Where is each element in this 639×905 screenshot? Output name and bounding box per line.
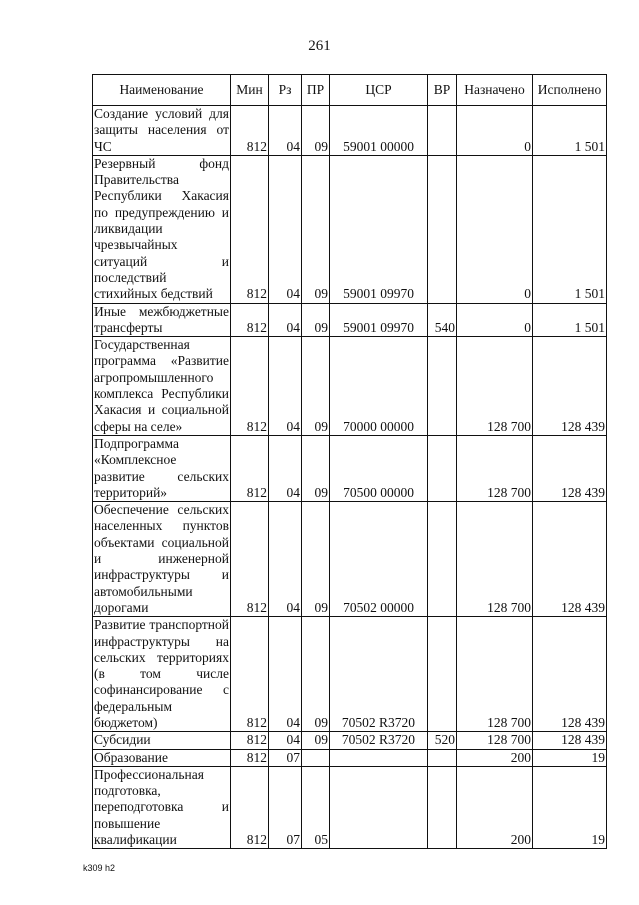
budget-table xyxy=(92,74,607,849)
header-executed: Исполнено xyxy=(533,75,607,106)
row-pr xyxy=(302,749,330,766)
row-pr: 09 xyxy=(302,155,330,303)
row-assigned: 200 xyxy=(457,766,533,848)
header-csr: ЦСР xyxy=(330,75,428,106)
row-rz: 07 xyxy=(269,766,302,848)
table-row xyxy=(93,337,607,436)
row-executed: 19 xyxy=(533,766,607,848)
row-pr: 09 xyxy=(302,303,330,337)
row-csr: 70000 00000 xyxy=(330,337,428,436)
row-executed: 128 439 xyxy=(533,337,607,436)
row-executed: 1 501 xyxy=(533,155,607,303)
table-row xyxy=(93,766,607,848)
row-rz: 04 xyxy=(269,106,302,156)
row-assigned: 0 xyxy=(457,303,533,337)
table-row xyxy=(93,749,607,766)
table-row xyxy=(93,435,607,501)
row-csr: 70500 00000 xyxy=(330,435,428,501)
row-rz: 04 xyxy=(269,732,302,749)
row-pr: 09 xyxy=(302,435,330,501)
row-assigned: 128 700 xyxy=(457,732,533,749)
row-csr xyxy=(330,766,428,848)
row-assigned: 128 700 xyxy=(457,617,533,732)
row-executed: 128 439 xyxy=(533,502,607,617)
row-assigned: 0 xyxy=(457,155,533,303)
header-min: Мин xyxy=(231,75,269,106)
row-csr: 70502 R3720 xyxy=(330,617,428,732)
table-row xyxy=(93,155,607,303)
table-body xyxy=(93,106,607,849)
row-min: 812 xyxy=(231,617,269,732)
table-row xyxy=(93,106,607,156)
row-pr: 09 xyxy=(302,337,330,436)
row-name: Обеспечение сельских населенных пунктов объектами социальной и инженерной инфраструктуры и автомобильными дорогами xyxy=(94,502,229,615)
row-min: 812 xyxy=(231,303,269,337)
row-rz: 04 xyxy=(269,435,302,501)
row-vr: 520 xyxy=(428,732,457,749)
row-name: Подпрограмма «Комплексное развитие сельских территорий» xyxy=(94,435,229,500)
header-name: Наименование xyxy=(93,75,231,106)
row-vr xyxy=(428,502,457,617)
row-min: 812 xyxy=(231,155,269,303)
table-row xyxy=(93,617,607,732)
row-min: 812 xyxy=(231,766,269,848)
row-name: Профессиональная подготовка, переподготовка и повышение квалификации xyxy=(94,766,229,848)
row-assigned: 128 700 xyxy=(457,502,533,617)
header-rz: Рз xyxy=(269,75,302,106)
row-assigned: 128 700 xyxy=(457,435,533,501)
footer-code: k309 h2 xyxy=(83,863,116,873)
row-csr: 59001 00000 xyxy=(330,106,428,156)
row-csr: 70502 00000 xyxy=(330,502,428,617)
row-pr: 09 xyxy=(302,617,330,732)
row-vr xyxy=(428,766,457,848)
row-vr xyxy=(428,106,457,156)
row-min: 812 xyxy=(231,502,269,617)
row-rz: 04 xyxy=(269,502,302,617)
row-rz: 04 xyxy=(269,617,302,732)
row-executed: 128 439 xyxy=(533,617,607,732)
row-min: 812 xyxy=(231,435,269,501)
table-row xyxy=(93,502,607,617)
row-rz: 07 xyxy=(269,749,302,766)
row-min: 812 xyxy=(231,106,269,156)
row-assigned: 200 xyxy=(457,749,533,766)
row-executed: 1 501 xyxy=(533,303,607,337)
row-csr: 70502 R3720 xyxy=(330,732,428,749)
row-name: Субсидии xyxy=(93,732,231,749)
row-rz: 04 xyxy=(269,155,302,303)
header-assigned: Назначено xyxy=(457,75,533,106)
row-name: Развитие транспортной инфраструктуры на сельских территориях (в том числе софинансирование с федеральным бюджетом) xyxy=(94,617,229,730)
row-vr xyxy=(428,617,457,732)
row-csr: 59001 09970 xyxy=(330,303,428,337)
row-executed: 1 501 xyxy=(533,106,607,156)
row-rz: 04 xyxy=(269,337,302,436)
row-vr xyxy=(428,337,457,436)
row-min: 812 xyxy=(231,749,269,766)
row-vr xyxy=(428,435,457,501)
header-pr: ПР xyxy=(302,75,330,106)
row-assigned: 128 700 xyxy=(457,337,533,436)
table-row xyxy=(93,732,607,749)
row-executed: 128 439 xyxy=(533,435,607,501)
row-pr: 09 xyxy=(302,106,330,156)
row-name: Резервный фонд Правительства Республики Хакасия по предупреждению и ликвидации чрезвычайных ситуаций и последствий стихийных бедствий xyxy=(94,155,229,302)
table-row xyxy=(93,303,607,337)
page-number: 261 xyxy=(308,38,331,54)
row-csr xyxy=(330,749,428,766)
row-executed: 128 439 xyxy=(533,732,607,749)
row-name: Государственная программа «Развитие агропромышленного комплекса Республики Хакасия и социальной сферы на селе» xyxy=(94,337,229,434)
row-pr: 05 xyxy=(302,766,330,848)
row-vr xyxy=(428,749,457,766)
row-pr: 09 xyxy=(302,732,330,749)
row-name: Создание условий для защиты населения от ЧС xyxy=(94,106,229,154)
header-row xyxy=(93,75,607,106)
row-csr: 59001 09970 xyxy=(330,155,428,303)
header-vr: ВР xyxy=(428,75,457,106)
row-vr: 540 xyxy=(428,303,457,337)
row-min: 812 xyxy=(231,337,269,436)
row-min: 812 xyxy=(231,732,269,749)
row-vr xyxy=(428,155,457,303)
row-assigned: 0 xyxy=(457,106,533,156)
row-name: Иные межбюджетные трансферты xyxy=(94,303,229,335)
row-executed: 19 xyxy=(533,749,607,766)
row-pr: 09 xyxy=(302,502,330,617)
row-name: Образование xyxy=(93,749,231,766)
row-rz: 04 xyxy=(269,303,302,337)
